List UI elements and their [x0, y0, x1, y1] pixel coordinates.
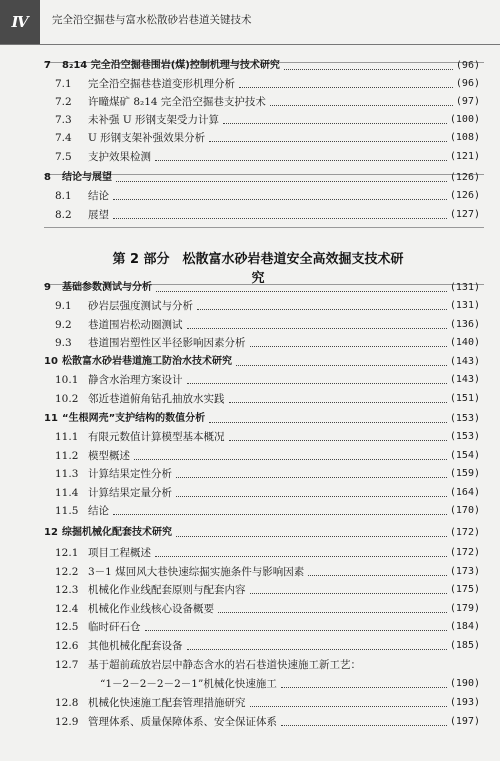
toc-entry-title: 计算结果定量分析 [88, 487, 172, 499]
toc-entry-title: 结论 [88, 190, 109, 202]
dot-leader [218, 612, 447, 613]
toc-entry-number: 8.1 [55, 190, 72, 202]
toc-section-row [0, 563, 500, 581]
dot-leader [176, 536, 447, 537]
dot-leader [145, 630, 447, 631]
page-number-tab: Ⅳ [0, 0, 40, 44]
toc-entry-page: (172) [449, 547, 480, 558]
dot-leader [250, 593, 447, 594]
toc-entry-title: 静含水治理方案设计 [88, 374, 183, 386]
toc-entry-title: 巷道围岩松动圈测试 [88, 319, 183, 331]
toc-entry-page: (143) [449, 374, 480, 385]
dot-leader [229, 402, 447, 403]
toc-entry-number: 10 [44, 356, 58, 367]
toc-section-row [0, 129, 500, 147]
toc-chapter-row [0, 169, 500, 187]
toc-section-row [0, 447, 500, 465]
toc-entry-page: (127) [449, 209, 480, 220]
toc-entry-page: (170) [449, 505, 480, 516]
toc-section-row [0, 618, 500, 636]
dot-leader [187, 649, 447, 650]
toc-entry-title: “生根网壳”支护结构的数值分析 [62, 413, 206, 424]
toc-entry-number: 9.2 [55, 319, 72, 331]
toc-entry-title: “1－2－2－2－2－1”机械化快速施工 [100, 678, 277, 690]
toc-section-row [0, 694, 500, 712]
toc-entry-number: 12 [44, 527, 58, 538]
toc-entry-title: 机械化作业线核心设备概要 [88, 603, 214, 615]
toc-entry-page: (164) [449, 487, 480, 498]
toc-section-row [0, 75, 500, 93]
toc-entry-page: (193) [449, 697, 480, 708]
dot-leader [223, 123, 447, 124]
toc-section-row [0, 675, 500, 693]
toc-entry-page: (184) [449, 621, 480, 632]
toc-entry-title: 未补强 U 形钢支架受力计算 [88, 114, 220, 126]
toc-entry-number: 9.3 [55, 337, 72, 349]
toc-entry-number: 10.2 [55, 393, 79, 405]
toc-entry-title: 砂岩层强度测试与分析 [88, 300, 193, 312]
toc-section-row [0, 656, 500, 674]
toc-entry-number: 11.3 [55, 468, 79, 480]
toc-section-row [0, 93, 500, 111]
toc-entry-title: U 形钢支架补强效果分析 [88, 132, 206, 144]
toc-entry-number: 12.2 [55, 566, 79, 578]
toc-entry-title: 展望 [88, 209, 109, 221]
toc-entry-number: 12.7 [55, 659, 79, 671]
toc-entry-page: (190) [449, 678, 480, 689]
toc-entry-page: (159) [449, 468, 480, 479]
toc-chapter-row [0, 279, 500, 297]
toc-entry-number: 11.5 [55, 505, 79, 517]
dot-leader [250, 706, 447, 707]
dot-leader [236, 365, 447, 366]
toc-chapter-row [0, 57, 500, 75]
toc-section-row [0, 637, 500, 655]
toc-entry-page: (100) [449, 114, 480, 125]
toc-section-row [0, 600, 500, 618]
dot-leader [281, 687, 447, 688]
toc-entry-title: 巷道围岩塑性区半径影响因素分析 [88, 337, 246, 349]
dot-leader [281, 725, 447, 726]
dot-leader [209, 422, 447, 423]
dot-leader [250, 346, 447, 347]
toc-entry-title: 邻近巷道俯角钻孔抽放水实践 [88, 393, 225, 405]
toc-entry-page: (126) [449, 172, 480, 183]
toc-section-row [0, 544, 500, 562]
toc-entry-page: (173) [449, 566, 480, 577]
toc-section-row [0, 390, 500, 408]
toc-entry-number: 11.1 [55, 431, 79, 443]
toc-entry-number: 12.3 [55, 584, 79, 596]
toc-entry-number: 10.1 [55, 374, 79, 386]
toc-section-row [0, 148, 500, 166]
toc-entry-title: 3－1 煤回风大巷快速综掘实施条件与影响因素 [88, 566, 305, 578]
toc-entry-number: 11.2 [55, 450, 79, 462]
toc-chapter-row [0, 353, 500, 371]
dot-leader [156, 291, 447, 292]
toc-chapter-row [0, 524, 500, 542]
toc-entry-title: 临时矸石仓 [88, 621, 141, 633]
toc-entry-title: 8₂14 完全沿空掘巷围岩(煤)控制机理与技术研究 [62, 60, 280, 71]
toc-section-row [0, 581, 500, 599]
toc-entry-page: (175) [449, 584, 480, 595]
toc-entry-number: 11 [44, 413, 58, 424]
dot-leader [155, 160, 447, 161]
toc-entry-number: 7.4 [55, 132, 72, 144]
dot-leader [113, 514, 447, 515]
toc-section-row [0, 371, 500, 389]
toc-section-row [0, 465, 500, 483]
toc-entry-number: 11.4 [55, 487, 79, 499]
toc-entry-title: 项目工程概述 [88, 547, 151, 559]
toc-entry-page: (131) [449, 300, 480, 311]
toc-entry-number: 7.3 [55, 114, 72, 126]
toc-entry-title: 计算结果定性分析 [88, 468, 172, 480]
toc-entry-page: (131) [449, 282, 480, 293]
toc-entry-number: 7 [44, 60, 51, 71]
dot-leader [113, 199, 447, 200]
dot-leader [209, 141, 447, 142]
toc-entry-page: (140) [449, 337, 480, 348]
toc-entry-page: (143) [449, 356, 480, 367]
dot-leader [229, 440, 447, 441]
running-header [0, 0, 500, 45]
dot-leader [187, 328, 447, 329]
toc-entry-title: 基础参数测试与分析 [62, 282, 152, 293]
toc-section-row [0, 111, 500, 129]
toc-section-row [0, 502, 500, 520]
dot-leader [176, 477, 447, 478]
toc-entry-page: (151) [449, 393, 480, 404]
toc-chapter-row [0, 410, 500, 428]
toc-entry-page: (136) [449, 319, 480, 330]
dot-leader [270, 105, 453, 106]
toc-entry-number: 12.9 [55, 716, 79, 728]
toc-entry-title: 许疃煤矿 8₂14 完全沿空掘巷支护技术 [88, 96, 266, 108]
toc-entry-title: 结论 [88, 505, 109, 517]
toc-entry-page: (153) [449, 431, 480, 442]
dot-leader [197, 309, 447, 310]
toc-entry-page: (108) [449, 132, 480, 143]
toc-entry-page: (172) [449, 527, 480, 538]
toc-entry-page: (154) [449, 450, 480, 461]
toc-section-row [0, 334, 500, 352]
dot-leader [308, 575, 447, 576]
toc-section-row [0, 428, 500, 446]
toc-entry-page: (126) [449, 190, 480, 201]
toc-entry-number: 12.6 [55, 640, 79, 652]
toc-entry-page: (153) [449, 413, 480, 424]
book-title: 完全沿空掘巷与富水松散砂岩巷道关键技术 [52, 14, 252, 26]
toc-entry-number: 9 [44, 282, 51, 293]
toc-entry-page: (96) [455, 60, 480, 71]
dot-leader [116, 181, 447, 182]
toc-entry-number: 7.5 [55, 151, 72, 163]
toc-section-row [0, 316, 500, 334]
toc-entry-title: 松散富水砂岩巷道施工防治水技术研究 [62, 356, 232, 367]
toc-entry-page: (96) [455, 78, 480, 89]
toc-entry-number: 9.1 [55, 300, 72, 312]
toc-entry-title: 综掘机械化配套技术研究 [62, 527, 172, 538]
toc-entry-page: (97) [455, 96, 480, 107]
toc-section-row [0, 713, 500, 731]
toc-entry-number: 8.2 [55, 209, 72, 221]
divider-line [44, 227, 484, 228]
dot-leader [187, 383, 447, 384]
dot-leader [284, 69, 453, 70]
toc-entry-number: 7.2 [55, 96, 72, 108]
toc-entry-page: (197) [449, 716, 480, 727]
dot-leader [176, 496, 447, 497]
toc-entry-number: 12.4 [55, 603, 79, 615]
toc-entry-page: (185) [449, 640, 480, 651]
dot-leader [113, 218, 447, 219]
toc-section-row [0, 187, 500, 205]
toc-section-row [0, 297, 500, 315]
toc-section-row [0, 206, 500, 224]
toc-entry-title: 有限元数值计算模型基本概况 [88, 431, 225, 443]
toc-entry-number: 12.8 [55, 697, 79, 709]
toc-entry-title: 模型概述 [88, 450, 130, 462]
toc-entry-number: 12.5 [55, 621, 79, 633]
toc-section-row [0, 484, 500, 502]
toc-entry-title: 机械化快速施工配套管理措施研究 [88, 697, 246, 709]
toc-entry-title: 完全沿空掘巷巷道变形机理分析 [88, 78, 235, 90]
dot-leader [134, 459, 447, 460]
toc-entry-number: 12.1 [55, 547, 79, 559]
part2-title: 第 2 部分 松散富水砂岩巷道安全高效掘支技术研究 [112, 252, 404, 286]
toc-entry-title: 基于超前疏放岩层中静态含水的岩石巷道快速施工新工艺： [88, 659, 361, 671]
toc-entry-title: 管理体系、质量保障体系、安全保证体系 [88, 716, 277, 728]
toc-entry-title: 其他机械化配套设备 [88, 640, 183, 652]
toc-entry-title: 机械化作业线配套原则与配套内容 [88, 584, 246, 596]
toc-entry-title: 结论与展望 [62, 172, 112, 183]
toc-entry-page: (179) [449, 603, 480, 614]
toc-entry-title: 支护效果检测 [88, 151, 151, 163]
toc-entry-number: 7.1 [55, 78, 72, 90]
dot-leader [155, 556, 447, 557]
toc-entry-number: 8 [44, 172, 51, 183]
toc-entry-page: (121) [449, 151, 480, 162]
dot-leader [239, 87, 453, 88]
